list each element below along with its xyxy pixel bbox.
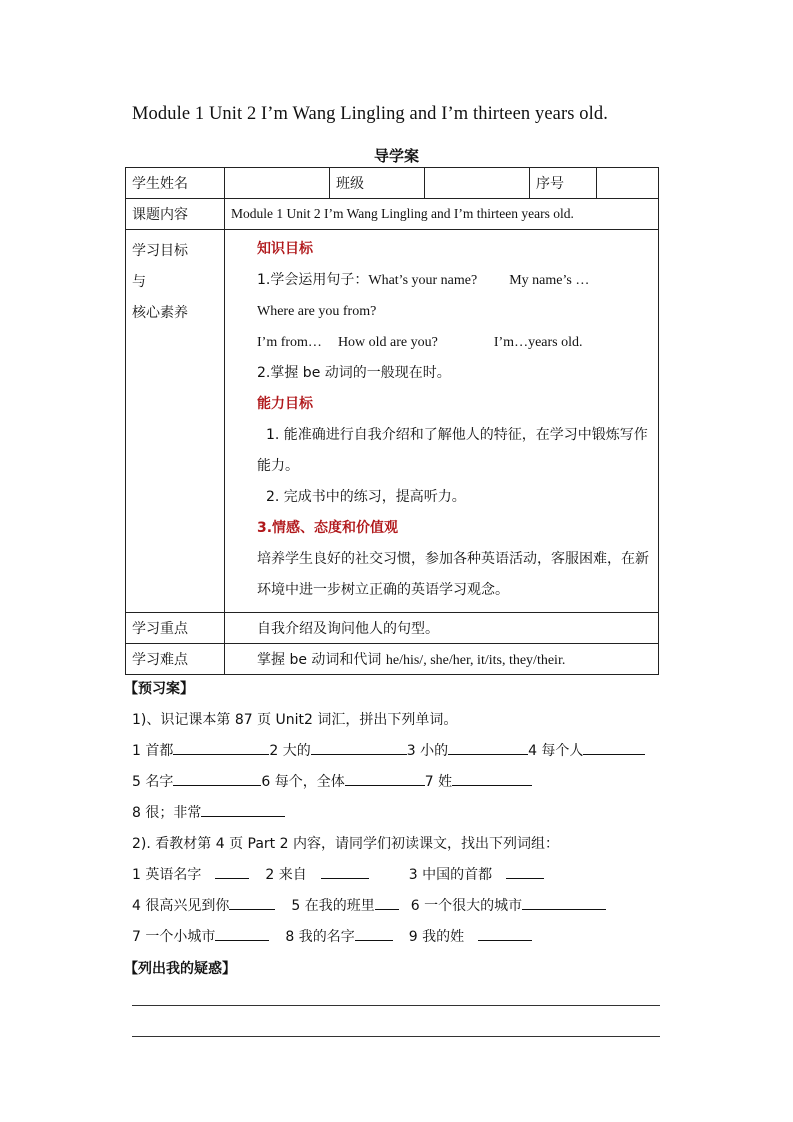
vocab-6-blank[interactable]: [345, 771, 425, 786]
phrase-3-label: 3 中国的首都: [408, 867, 493, 883]
goals-content: [225, 230, 659, 613]
topic-value: Module 1 Unit 2 I’m Wang Lingling and I’m thirteen years old.: [225, 199, 659, 230]
phrase-row-2: [132, 895, 606, 915]
vocab-8-label: 8 很；非常: [132, 805, 202, 821]
preview-task-2: 2). 看教材第 4 页 Part 2 内容，请同学们初读课文，找出下列词组：: [132, 836, 559, 852]
knowledge-sentences-row: [257, 327, 652, 358]
phrase-row-1: [132, 864, 544, 884]
sentence-im-from: I’m from…: [257, 335, 322, 350]
vocab-row-1: [132, 740, 645, 760]
difficulty-pronouns: he/his/, she/her, it/its, they/their.: [385, 653, 566, 668]
goals-label: [126, 230, 225, 613]
phrase-3-blank[interactable]: [506, 864, 544, 879]
topic-row: [126, 199, 659, 230]
vocab-7-label: 7 姓: [424, 774, 453, 790]
knowledge-heading: 知识目标: [257, 241, 313, 257]
phrase-8-label: 8 我的名字: [285, 929, 355, 945]
vocab-row-2: [132, 771, 532, 791]
student-info-row: [126, 168, 659, 199]
phrase-2-label: 2 来自: [265, 867, 307, 883]
number-field[interactable]: [597, 168, 659, 199]
goals-label-line3: 核心素养: [132, 305, 188, 321]
topic-label: 课题内容: [126, 199, 225, 230]
sentence-years-old: I’m…years old.: [493, 335, 583, 350]
vocab-1-label: 1 首都: [132, 743, 174, 759]
questions-heading: 【列出我的疑惑】: [124, 961, 236, 977]
vocab-6-label: 6 每个，全体: [261, 774, 345, 790]
knowledge-item-2: 2.掌握 be 动词的一般现在时。: [257, 365, 451, 381]
vocab-2-label: 2 大的: [269, 743, 311, 759]
sentence-where-from: Where are you from?: [257, 304, 377, 319]
emotion-heading: 3.情感、态度和价值观: [257, 520, 399, 536]
phrase-1-blank[interactable]: [215, 864, 249, 879]
focus-label: 学习重点: [126, 613, 225, 644]
phrase-6-label: 6 一个很大的城市: [410, 898, 523, 914]
student-name-field[interactable]: [225, 168, 330, 199]
phrase-2-blank[interactable]: [321, 864, 369, 879]
phrase-row-3: [132, 926, 532, 946]
vocab-7-blank[interactable]: [452, 771, 532, 786]
student-name-label: 学生姓名: [126, 168, 225, 199]
difficulty-value: [225, 644, 659, 675]
vocab-3-blank[interactable]: [448, 740, 528, 755]
answer-line-2[interactable]: [132, 1036, 660, 1037]
lesson-info-table: [125, 167, 659, 675]
phrase-7-blank[interactable]: [215, 926, 269, 941]
knowledge-item-1: [257, 265, 652, 296]
phrase-6-blank[interactable]: [522, 895, 606, 910]
difficulty-row: [126, 644, 659, 675]
goals-label-line2: 与: [132, 274, 146, 290]
class-label: 班级: [330, 168, 425, 199]
preview-heading: 【预习案】: [124, 681, 194, 697]
vocab-8-blank[interactable]: [201, 802, 285, 817]
ability-heading: 能力目标: [257, 396, 313, 412]
knowledge-item-1-prefix: 1.学会运用句子：: [257, 272, 369, 288]
vocab-4-label: 4 每个人: [528, 743, 584, 759]
vocab-4-blank[interactable]: [583, 740, 645, 755]
vocab-5-blank[interactable]: [173, 771, 261, 786]
number-label: 序号: [530, 168, 597, 199]
goals-row: [126, 230, 659, 613]
ability-item-2: 2. 完成书中的练习，提高听力。: [266, 489, 466, 505]
difficulty-label: 学习难点: [126, 644, 225, 675]
vocab-1-blank[interactable]: [173, 740, 269, 755]
sentence-whats-your-name: What’s your name?: [368, 273, 478, 288]
vocab-5-label: 5 名字: [132, 774, 174, 790]
page-title: Module 1 Unit 2 I’m Wang Lingling and I’m thirteen years old.: [132, 104, 608, 124]
phrase-8-blank[interactable]: [355, 926, 393, 941]
vocab-3-label: 3 小的: [406, 743, 449, 759]
phrase-4-label: 4 很高兴见到你: [132, 898, 230, 914]
phrase-7-label: 7 一个小城市: [132, 929, 216, 945]
goals-label-line1: 学习目标: [132, 243, 188, 259]
preview-task-1: 1)、识记课本第 87 页 Unit2 词汇，拼出下列单词。: [132, 712, 458, 728]
phrase-9-label: 9 我的姓: [408, 929, 465, 945]
emotion-item-1: 培养学生良好的社交习惯，参加各种英语活动，客服困难，在新环境中进一步树立正确的英语学习观念。: [257, 551, 649, 598]
focus-row: [126, 613, 659, 644]
vocab-row-3: [132, 802, 285, 822]
vocab-2-blank[interactable]: [311, 740, 407, 755]
phrase-9-blank[interactable]: [478, 926, 532, 941]
sentence-my-name: My name’s …: [509, 273, 590, 288]
answer-line-1[interactable]: [132, 1005, 660, 1006]
page-subtitle: 导学案: [373, 147, 419, 165]
sentence-how-old: How old are you?: [337, 335, 438, 350]
phrase-5-label: 5 在我的班里: [291, 898, 375, 914]
focus-value: 自我介绍及询问他人的句型。: [225, 613, 659, 644]
phrase-4-blank[interactable]: [229, 895, 275, 910]
phrase-1-label: 1 英语名字: [132, 867, 202, 883]
difficulty-prefix: 掌握 be 动词和代词: [257, 652, 386, 668]
ability-item-1: 1. 能准确进行自我介绍和了解他人的特征，在学习中锻炼写作能力。: [257, 427, 648, 474]
phrase-5-blank[interactable]: [375, 895, 399, 910]
class-field[interactable]: [425, 168, 530, 199]
